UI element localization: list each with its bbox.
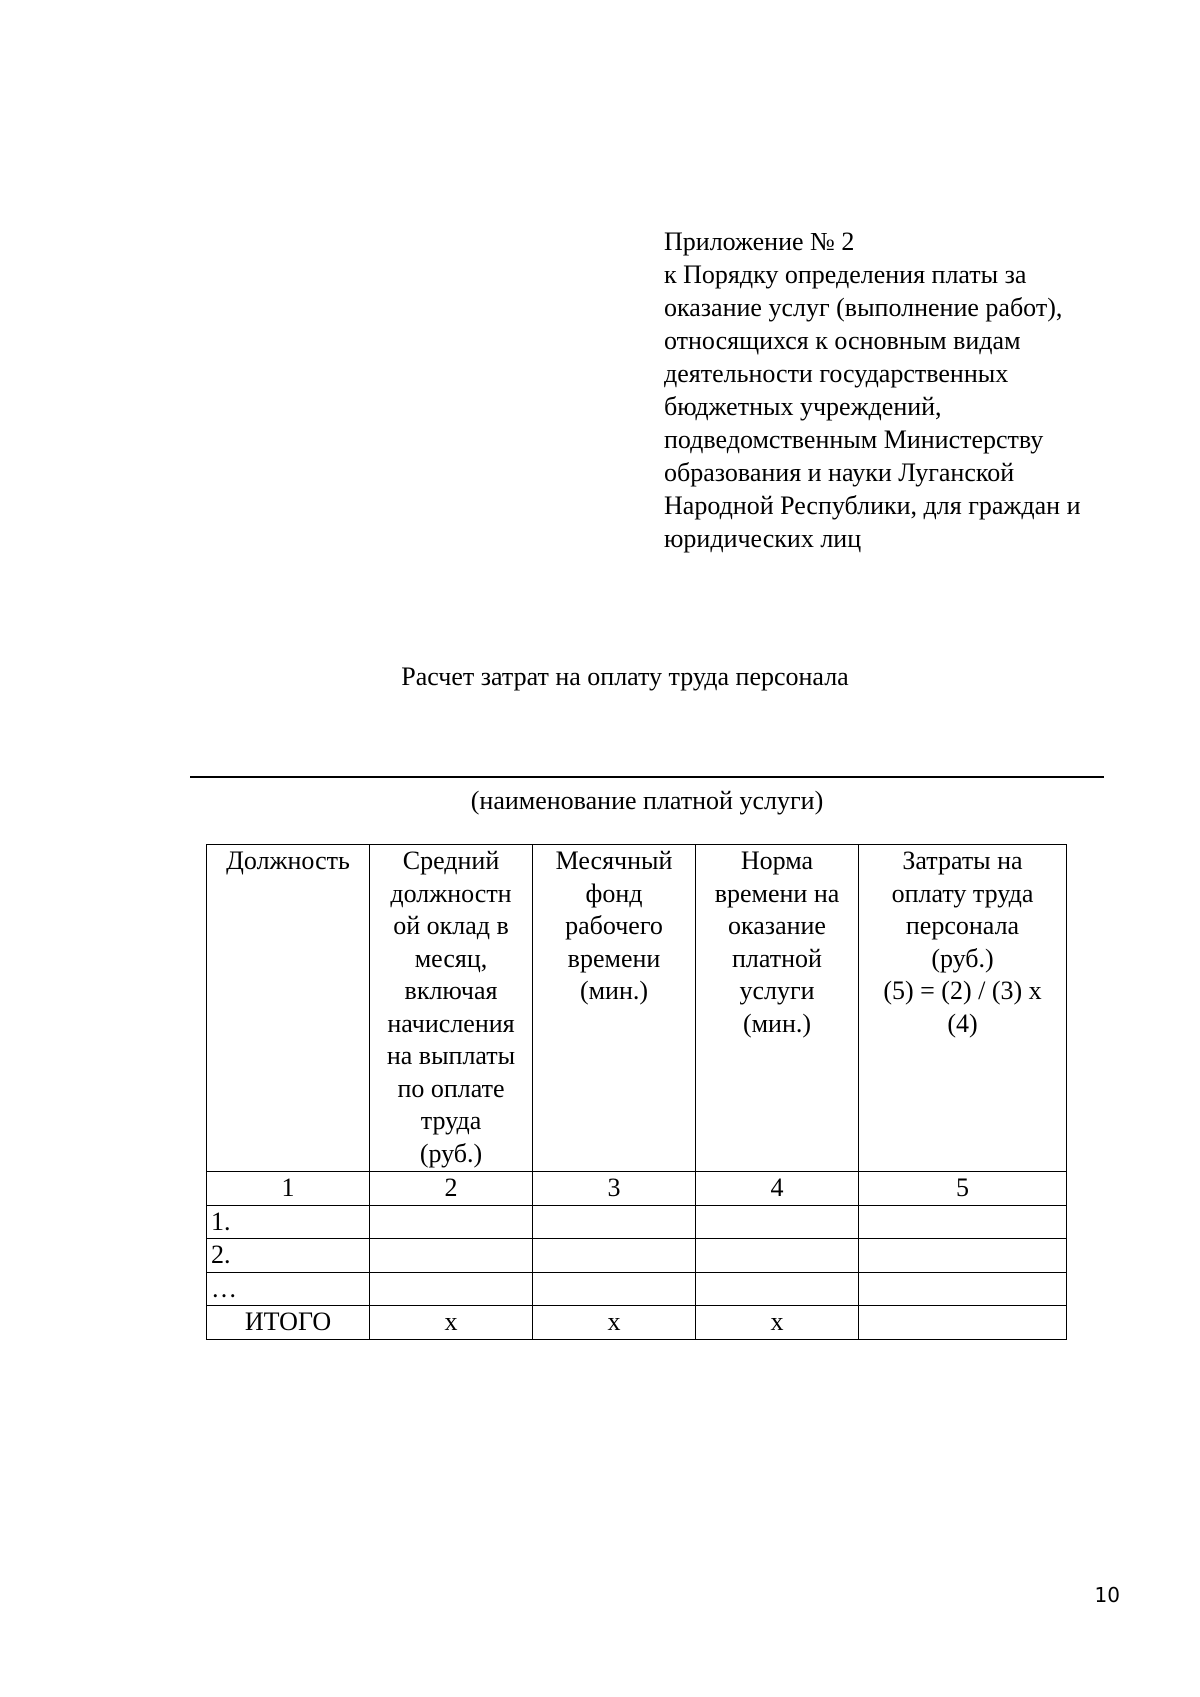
table-row — [207, 1272, 1067, 1306]
table-cell — [370, 1239, 533, 1273]
table-cell — [533, 1239, 696, 1273]
appendix-line: Народной Республики, для граждан и — [664, 491, 1081, 520]
table-cell — [370, 1205, 533, 1239]
appendix-line: бюджетных учреждений, — [664, 392, 942, 421]
table-cell — [696, 1205, 859, 1239]
column-number: 4 — [696, 1172, 859, 1206]
table-row — [207, 1205, 1067, 1239]
column-number: 1 — [207, 1172, 370, 1206]
service-name-caption: (наименование платной услуги) — [470, 786, 824, 815]
header-monthly-work-time: Месячный фонд рабочего времени (мин.) — [533, 845, 696, 1172]
total-row — [207, 1306, 1067, 1340]
table-row — [207, 1239, 1067, 1273]
appendix-line: относящихся к основным видам — [664, 326, 1021, 355]
header-labor-cost: Затраты на оплату труда персонала (руб.) (5) = (2) / (3) х (4) — [859, 845, 1067, 1172]
appendix-line: образования и науки Луганской — [664, 458, 1015, 487]
column-number: 2 — [370, 1172, 533, 1206]
column-number-row — [207, 1172, 1067, 1206]
table-cell — [370, 1272, 533, 1306]
appendix-line: юридических лиц — [664, 524, 862, 553]
total-cell: х — [370, 1306, 533, 1340]
table-cell: … — [207, 1272, 370, 1306]
header-position: Должность — [207, 845, 370, 1172]
appendix-line: к Порядку определения платы за — [664, 260, 1027, 289]
appendix-line: оказание услуг (выполнение работ), — [664, 293, 1063, 322]
column-number: 3 — [533, 1172, 696, 1206]
table-cell: 1. — [207, 1205, 370, 1239]
table-cell — [696, 1272, 859, 1306]
appendix-block — [664, 225, 1164, 555]
table-cell — [859, 1205, 1067, 1239]
appendix-line: подведомственным Министерству — [664, 425, 1044, 454]
header-time-norm: Норма времени на оказание платной услуги (мин.) — [696, 845, 859, 1172]
header-average-salary: Средний должностн ой оклад в месяц, включая начисления на выплаты по оплате труда (руб.) — [370, 845, 533, 1172]
table-cell: 2. — [207, 1239, 370, 1273]
table-header-row — [207, 845, 1067, 1172]
table-cell — [533, 1272, 696, 1306]
total-label: ИТОГО — [207, 1306, 370, 1340]
table-cell — [859, 1239, 1067, 1273]
table-cell — [533, 1205, 696, 1239]
total-cell: х — [696, 1306, 859, 1340]
table-cell — [859, 1272, 1067, 1306]
table-cell — [696, 1239, 859, 1273]
appendix-line: Приложение № 2 — [664, 227, 855, 256]
labor-cost-table — [206, 844, 1067, 1340]
appendix-line: деятельности государственных — [664, 359, 1009, 388]
total-cell — [859, 1306, 1067, 1340]
document-title: Расчет затрат на оплату труда персонала — [401, 662, 849, 691]
page-number: 10 — [1094, 1583, 1120, 1607]
total-cell: х — [533, 1306, 696, 1340]
service-name-blank-line — [190, 776, 1104, 778]
column-number: 5 — [859, 1172, 1067, 1206]
